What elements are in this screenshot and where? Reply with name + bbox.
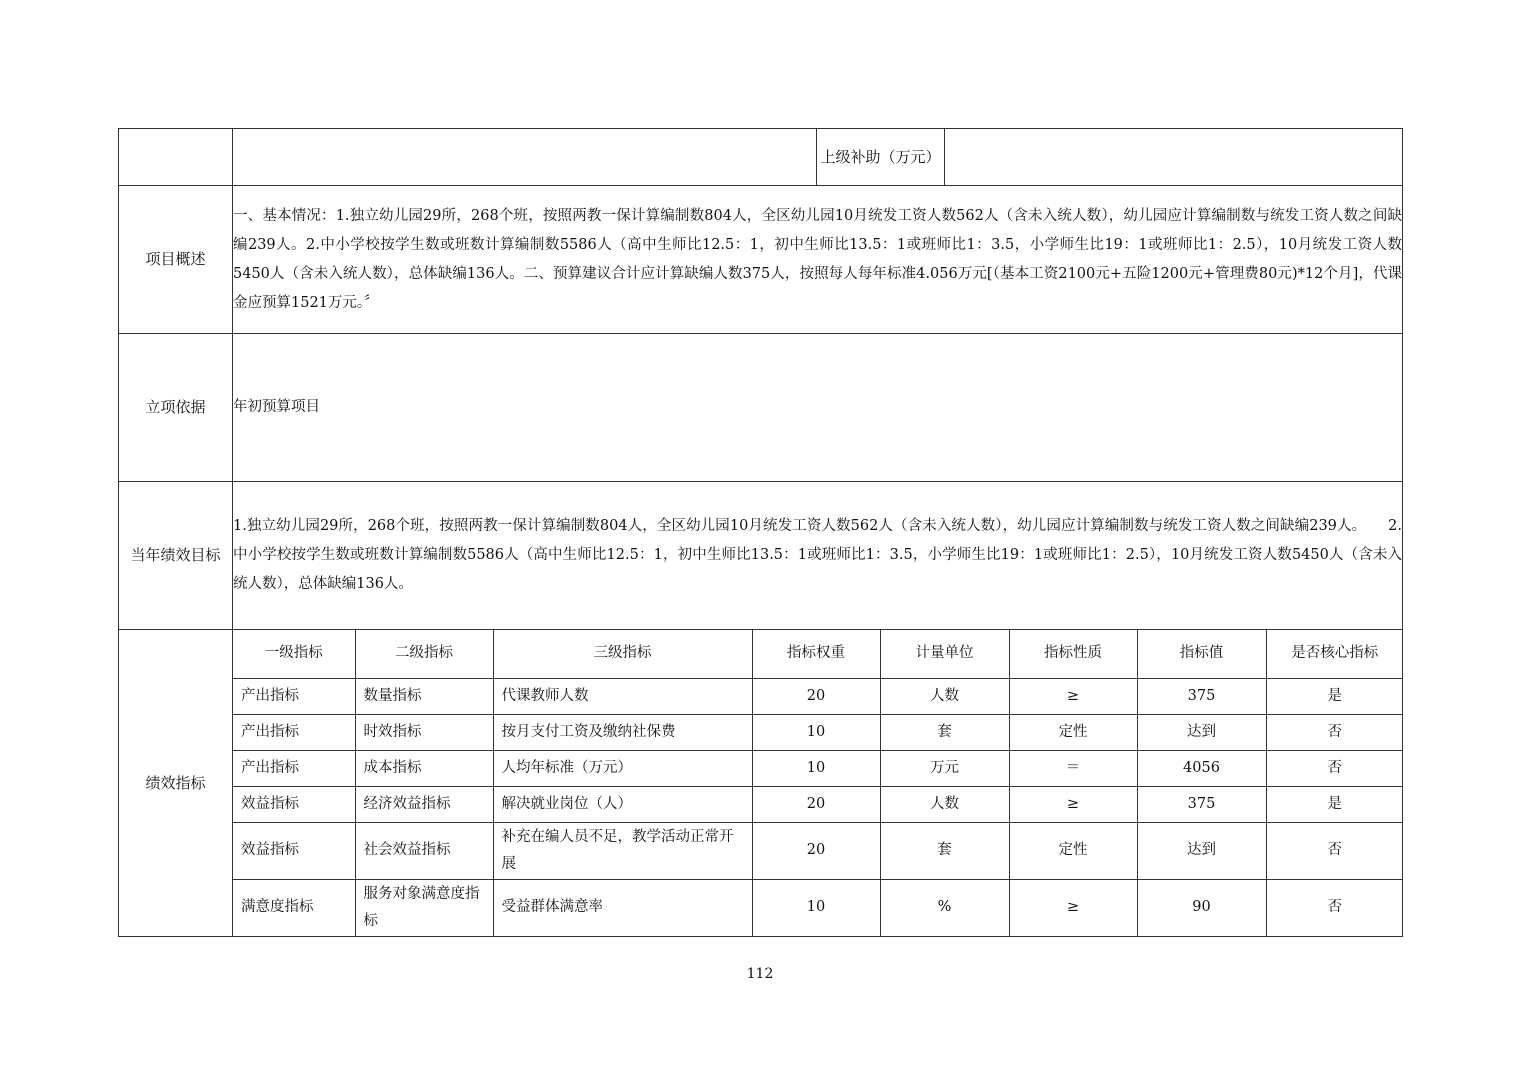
cell-level3: 人均年标准（万元） bbox=[493, 750, 752, 786]
cell-level3: 代课教师人数 bbox=[493, 678, 752, 714]
cell-level3: 按月支付工资及缴纳社保费 bbox=[493, 714, 752, 750]
cell-core: 是 bbox=[1266, 678, 1403, 714]
project-table bbox=[118, 128, 1403, 937]
overview-label: 项目概述 bbox=[119, 186, 233, 334]
cell-level1: 效益指标 bbox=[233, 786, 355, 822]
goal-row bbox=[119, 482, 1403, 630]
cell-nature: 定性 bbox=[1009, 714, 1137, 750]
indicators-header-row bbox=[233, 630, 1403, 678]
cell-unit: 套 bbox=[880, 822, 1009, 879]
cell-nature: 定性 bbox=[1009, 822, 1137, 879]
cell-core: 否 bbox=[1266, 879, 1403, 936]
header-level2: 二级指标 bbox=[355, 630, 493, 678]
empty-value-cell bbox=[233, 129, 817, 186]
header-weight: 指标权重 bbox=[752, 630, 880, 678]
table-row bbox=[233, 714, 1403, 750]
header-level1: 一级指标 bbox=[233, 630, 355, 678]
header-value: 指标值 bbox=[1137, 630, 1266, 678]
cell-value: 90 bbox=[1137, 879, 1266, 936]
cell-level2: 经济效益指标 bbox=[355, 786, 493, 822]
cell-level3: 受益群体满意率 bbox=[493, 879, 752, 936]
overview-row bbox=[119, 186, 1403, 334]
subsidy-row bbox=[119, 129, 1403, 186]
header-nature: 指标性质 bbox=[1009, 630, 1137, 678]
cell-level1: 产出指标 bbox=[233, 678, 355, 714]
goal-text: 1.独立幼儿园29所，268个班，按照两教一保计算编制数804人，全区幼儿园10月统发工资人数562人（含未入统人数），幼儿园应计算编制数与统发工资人数之间缺编239人。 2.中小学校按学生数或班数计算编制数5586人（高中生师比12.5：1，初中生师比13.5：1或班师比1：3.5，小学师生比19：1或班师比1：2.5），10月统发工资人数5450人（含未入统人数），总体缺编136人。 bbox=[233, 482, 1403, 630]
cell-value: 达到 bbox=[1137, 714, 1266, 750]
cell-level2: 数量指标 bbox=[355, 678, 493, 714]
header-unit: 计量单位 bbox=[880, 630, 1009, 678]
cell-level3: 解决就业岗位（人） bbox=[493, 786, 752, 822]
indicators-table bbox=[233, 630, 1403, 936]
empty-label-cell bbox=[119, 129, 233, 186]
basis-text: 年初预算项目 bbox=[233, 334, 1403, 482]
cell-weight: 10 bbox=[752, 714, 880, 750]
cell-unit: 万元 bbox=[880, 750, 1009, 786]
basis-row bbox=[119, 334, 1403, 482]
cell-level3: 补充在编人员不足，教学活动正常开展 bbox=[493, 822, 752, 879]
table-row bbox=[233, 786, 1403, 822]
table-row bbox=[233, 822, 1403, 879]
cell-weight: 20 bbox=[752, 822, 880, 879]
table-row bbox=[233, 678, 1403, 714]
cell-level1: 产出指标 bbox=[233, 750, 355, 786]
cell-value: 4056 bbox=[1137, 750, 1266, 786]
cell-nature: ≥ bbox=[1009, 879, 1137, 936]
cell-level2: 成本指标 bbox=[355, 750, 493, 786]
basis-label: 立项依据 bbox=[119, 334, 233, 482]
cell-core: 是 bbox=[1266, 786, 1403, 822]
indicators-cell bbox=[233, 630, 1403, 937]
cell-nature: ＝ bbox=[1009, 750, 1137, 786]
table-row bbox=[233, 879, 1403, 936]
overview-text: 一、基本情况：1.独立幼儿园29所，268个班，按照两教一保计算编制数804人，全区幼儿园10月统发工资人数562人（含未入统人数），幼儿园应计算编制数与统发工资人数之间缺编239人。2.中小学校按学生数或班数计算编制数5586人（高中生师比12.5：1，初中生师比13.5：1或班师比1：3.5，小学师生比19：1或班师比1：2.5），10月统发工资人数5450人（含未入统人数），总体缺编136人。二、预算建议合计应计算缺编人数375人，按照每人每年标准4.056万元[（基本工资2100元+五险1200元+管理费80元)*12个月]，代课金应预算1521万元。〞 bbox=[233, 186, 1403, 334]
indicators-label: 绩效指标 bbox=[119, 630, 233, 937]
cell-level1: 效益指标 bbox=[233, 822, 355, 879]
page-number: 112 bbox=[746, 966, 774, 982]
header-level3: 三级指标 bbox=[493, 630, 752, 678]
cell-value: 达到 bbox=[1137, 822, 1266, 879]
cell-weight: 10 bbox=[752, 750, 880, 786]
subsidy-label: 上级补助（万元） bbox=[817, 129, 945, 186]
cell-level2: 时效指标 bbox=[355, 714, 493, 750]
subsidy-value bbox=[945, 129, 1403, 186]
cell-unit: 套 bbox=[880, 714, 1009, 750]
cell-level1: 满意度指标 bbox=[233, 879, 355, 936]
cell-unit: % bbox=[880, 879, 1009, 936]
cell-unit: 人数 bbox=[880, 678, 1009, 714]
header-core: 是否核心指标 bbox=[1266, 630, 1403, 678]
cell-weight: 10 bbox=[752, 879, 880, 936]
cell-unit: 人数 bbox=[880, 786, 1009, 822]
table-row bbox=[233, 750, 1403, 786]
cell-level1: 产出指标 bbox=[233, 714, 355, 750]
cell-core: 否 bbox=[1266, 750, 1403, 786]
cell-core: 否 bbox=[1266, 822, 1403, 879]
cell-level2: 服务对象满意度指标 bbox=[355, 879, 493, 936]
cell-core: 否 bbox=[1266, 714, 1403, 750]
goal-label: 当年绩效目标 bbox=[119, 482, 233, 630]
cell-nature: ≥ bbox=[1009, 786, 1137, 822]
indicators-row bbox=[119, 630, 1403, 937]
cell-nature: ≥ bbox=[1009, 678, 1137, 714]
cell-value: 375 bbox=[1137, 678, 1266, 714]
cell-weight: 20 bbox=[752, 786, 880, 822]
cell-level2: 社会效益指标 bbox=[355, 822, 493, 879]
cell-weight: 20 bbox=[752, 678, 880, 714]
cell-value: 375 bbox=[1137, 786, 1266, 822]
